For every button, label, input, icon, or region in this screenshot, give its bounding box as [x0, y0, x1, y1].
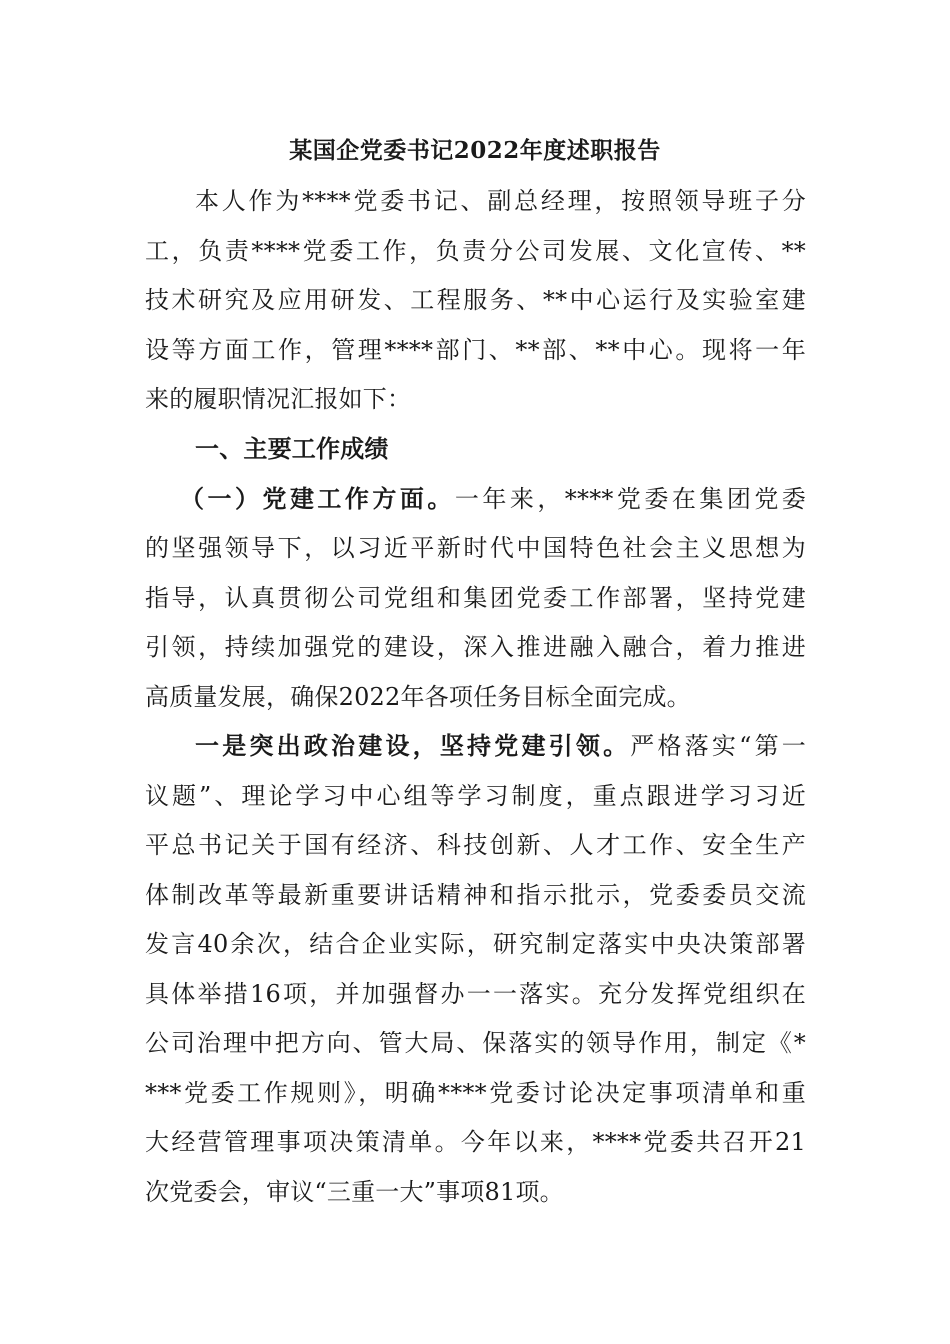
paragraph-text: 严格落实“第一: [630, 732, 807, 760]
paragraph-line: [180, 481, 806, 517]
intro-line: 工，负责****党委工作，负责分公司发展、文化宣传、**: [145, 237, 806, 265]
paragraph-line: [195, 728, 806, 764]
intro-line: 本人作为****党委书记、副总经理，按照领导班子分: [195, 187, 806, 215]
paragraph-line: 平总书记关于国有经济、科技创新、人才工作、安全生产: [145, 831, 806, 859]
paragraph-lead: （一）党建工作方面。: [180, 484, 455, 513]
paragraph-line: 大经营管理事项决策清单。今年以来，****党委共召开21: [145, 1128, 806, 1156]
section-heading: 一、主要工作成绩: [195, 434, 389, 463]
paragraph-line: 高质量发展，确保2022年各项任务目标全面完成。: [145, 683, 691, 711]
paragraph-line: 具体举措16项，并加强督办一一落实。充分发挥党组织在: [145, 980, 806, 1008]
paragraph-line: 议题”、理论学习中心组等学习制度，重点跟进学习习近: [145, 782, 806, 810]
paragraph-line: 指导，认真贯彻公司党组和集团党委工作部署，坚持党建: [145, 584, 806, 612]
paragraph-line: 发言40余次，结合企业实际，研究制定落实中央决策部署: [145, 930, 806, 958]
intro-line: 技术研究及应用研发、工程服务、**中心运行及实验室建: [145, 286, 806, 314]
intro-line: 来的履职情况汇报如下：: [145, 385, 412, 413]
paragraph-line: 引领，持续加强党的建设，深入推进融入融合，着力推进: [145, 633, 806, 661]
paragraph-line: ***党委工作规则》，明确****党委讨论决定事项清单和重: [145, 1079, 806, 1107]
paragraph-line: 体制改革等最新重要讲话精神和指示批示，党委委员交流: [145, 881, 806, 909]
paragraph-text: 一年来，****党委在集团党委: [454, 485, 807, 513]
intro-line: 设等方面工作，管理****部门、**部、**中心。现将一年: [145, 336, 806, 364]
paragraph-line: 次党委会，审议“三重一大”事项81项。: [145, 1178, 564, 1206]
paragraph-line: 的坚强领导下，以习近平新时代中国特色社会主义思想为: [145, 534, 806, 562]
document-title: 某国企党委书记2022年度述职报告: [289, 137, 661, 164]
paragraph-line: 公司治理中把方向、管大局、保落实的领导作用，制定《*: [145, 1029, 806, 1057]
paragraph-lead: 一是突出政治建设，坚持党建引领。: [195, 731, 631, 760]
